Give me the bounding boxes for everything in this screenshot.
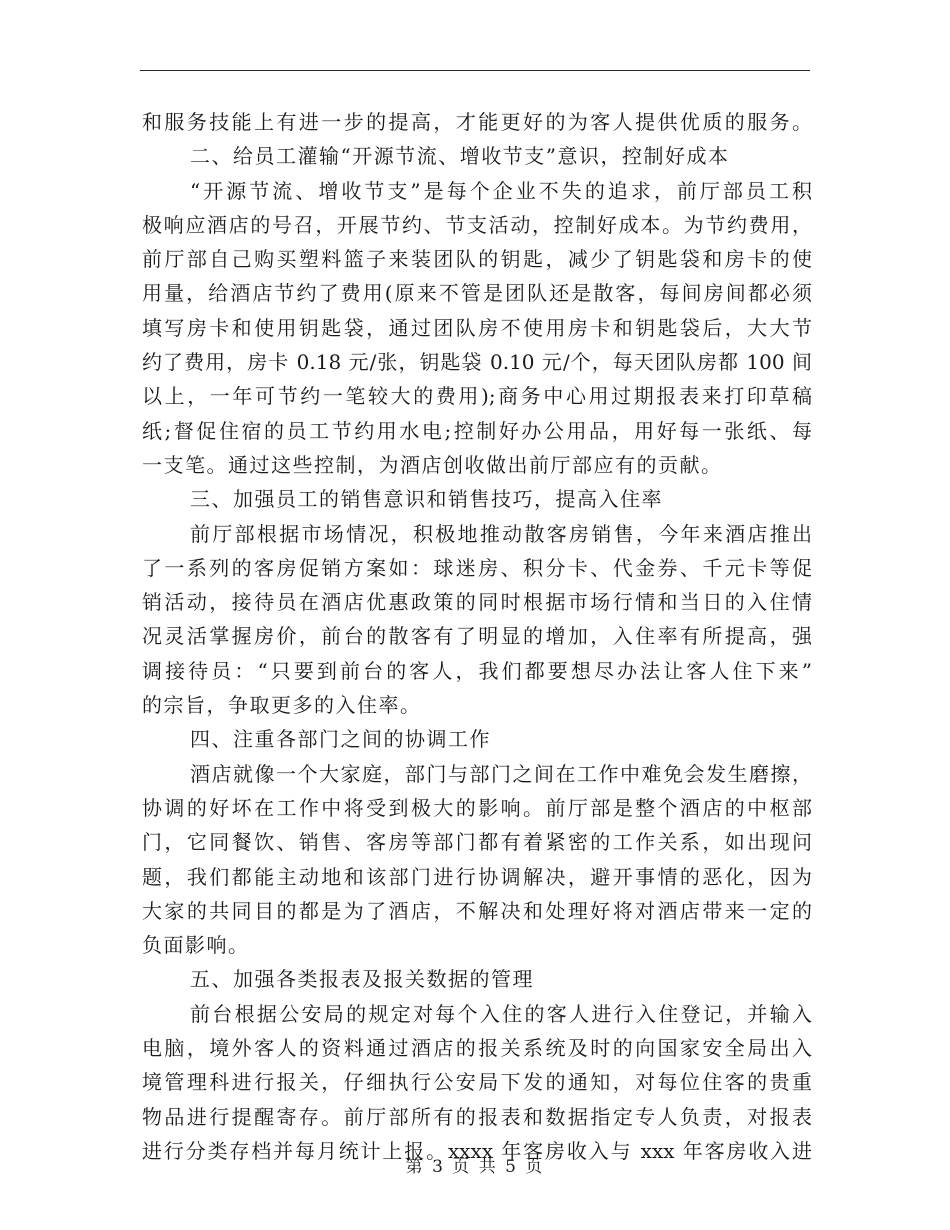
body-line: 的宗旨，争取更多的入住率。 xyxy=(142,693,422,718)
body-line: 纸;督促住宿的员工节约用水电;控制好办公用品，用好每一张纸、每 xyxy=(142,418,812,443)
body-line: 题，我们都能主动地和该部门进行协调解决，避开事情的恶化，因为 xyxy=(142,864,812,889)
section-heading: 四、注重各部门之间的协调工作 xyxy=(190,727,491,752)
body-line: 和服务技能上有进一步的提高，才能更好的为客人提供优质的服务。 xyxy=(142,110,812,134)
body-line: 电脑，境外客人的资料通过酒店的报关系统及时的向国家安全局出入 xyxy=(142,1036,812,1061)
section-heading: 五、加强各类报表及报关数据的管理 xyxy=(190,967,534,992)
body-line: 前厅部根据市场情况，积极地推动散客房销售，今年来酒店推出 xyxy=(190,521,812,546)
body-line: “开源节流、增收节支”是每个企业不失的追求，前厅部员工积 xyxy=(190,178,812,203)
section-heading: 二、给员工灌输“开源节流、增收节支”意识，控制好成本 xyxy=(190,144,730,169)
body-line: 极响应酒店的号召，开展节约、节支活动，控制好成本。为节约费用， xyxy=(142,212,812,237)
body-line: 况灵活掌握房价，前台的散客有了明显的增加，入住率有所提高，强 xyxy=(142,624,812,649)
body-line: 前台根据公安局的规定对每个入住的客人进行入住登记，并输入 xyxy=(190,1001,812,1026)
body-line: 约了费用，房卡 0.18 元/张，钥匙袋 0.10 元/个，每天团队房都 100 间 xyxy=(142,350,812,375)
body-line: 负面影响。 xyxy=(142,933,250,958)
body-line: 填写房卡和使用钥匙袋，通过团队房不使用房卡和钥匙袋后，大大节 xyxy=(142,315,812,340)
body-line: 门，它同餐饮、销售、客房等部门都有着紧密的工作关系，如出现问 xyxy=(142,830,812,855)
body-line: 销活动，接待员在酒店优惠政策的同时根据市场行情和当日的入住情 xyxy=(142,590,812,615)
body-line: 境管理科进行报关，仔细执行公安局下发的通知，对每位住客的贵重 xyxy=(142,1070,812,1095)
body-line: 大家的共同目的都是为了酒店，不解决和处理好将对酒店带来一定的 xyxy=(142,898,812,923)
body-line: 用量，给酒店节约了费用(原来不管是团队还是散客，每间房间都必须 xyxy=(142,281,812,306)
header-rule xyxy=(140,70,810,71)
document-body xyxy=(142,105,812,1168)
body-line: 一支笔。通过这些控制，为酒店创收做出前厅部应有的贡献。 xyxy=(142,452,723,477)
page-footer xyxy=(0,1152,950,1177)
body-line: 物品进行提醒寄存。前厅部所有的报表和数据指定专人负责，对报表 xyxy=(142,1104,812,1129)
body-line: 酒店就像一个大家庭，部门与部门之间在工作中难免会发生磨擦， xyxy=(190,761,812,786)
body-line: 协调的好坏在工作中将受到极大的影响。前厅部是整个酒店的中枢部 xyxy=(142,795,812,820)
section-heading: 三、加强员工的销售意识和销售技巧，提高入住率 xyxy=(190,487,663,512)
body-line: 前厅部自己购买塑料篮子来装团队的钥匙，减少了钥匙袋和房卡的使 xyxy=(142,247,812,272)
body-line: 以上，一年可节约一笔较大的费用);商务中心用过期报表来打印草稿 xyxy=(142,384,812,409)
body-line: 了一系列的客房促销方案如：球迷房、积分卡、代金券、千元卡等促 xyxy=(142,555,812,580)
body-line: 进行分类存档并每月统计上报。xxxx 年客房收入与 xxx 年客房收入进 xyxy=(142,1138,812,1163)
body-line: 调接待员：“只要到前台的客人，我们都要想尽办法让客人住下来” xyxy=(142,658,812,683)
page-number-label: 第 3 页 共 5 页 xyxy=(405,1157,545,1177)
